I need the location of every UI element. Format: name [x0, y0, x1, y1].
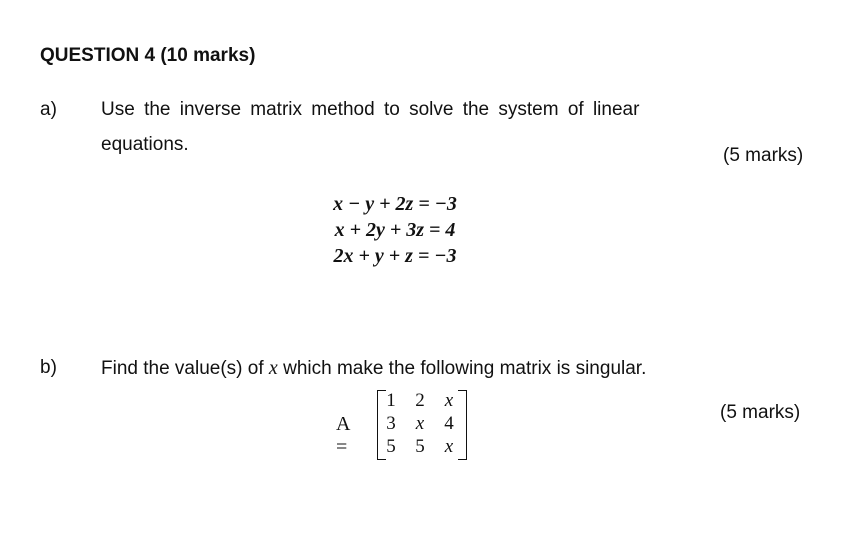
matrix-label: A =: [336, 413, 350, 458]
part-b-text-before: Find the value(s) of: [101, 358, 269, 379]
part-a-label: a): [40, 99, 57, 120]
part-b-text-after: which make the following matrix is singular.: [277, 358, 647, 379]
matrix-cell-r3c1: 5: [386, 436, 396, 457]
matrix-right-bracket: [458, 390, 467, 460]
part-b-question: [101, 357, 646, 380]
part-a-marks: (5 marks): [723, 145, 804, 166]
part-b-label: b): [40, 357, 57, 378]
matrix-cell-r3c2: 5: [415, 436, 425, 457]
part-a-text-line2: equations.: [101, 134, 189, 155]
matrix-cell-r1c3: x: [444, 390, 454, 411]
matrix-cell-r1c2: 2: [415, 390, 425, 411]
question-title: QUESTION 4 (10 marks): [40, 45, 256, 66]
matrix-cell-r3c3: x: [444, 436, 454, 457]
equation-system: [300, 191, 490, 269]
part-b-variable: x: [268, 357, 278, 379]
matrix-cell-r2c1: 3: [386, 413, 396, 434]
part-a-text-line1: Use the inverse matrix method to solve the system of linear: [101, 99, 640, 120]
matrix-cell-r1c1: 1: [386, 390, 396, 411]
matrix-cell-r2c2: x: [415, 413, 425, 434]
matrix-cell-r2c3: 4: [444, 413, 454, 434]
equation-2: x + 2y + 3z = 4: [334, 219, 456, 241]
equation-3: 2x + y + z = −3: [333, 245, 457, 267]
part-b-marks: (5 marks): [720, 402, 801, 423]
equation-1: x − y + 2z = −3: [333, 193, 457, 215]
